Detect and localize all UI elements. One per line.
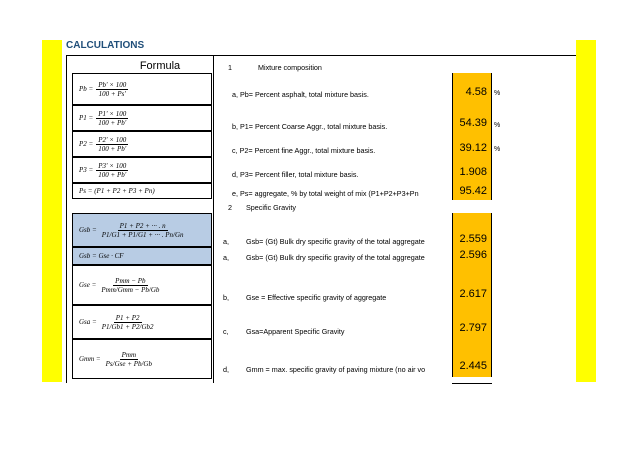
sg-row-5-label: Gmm = max. specific gravity of paving mixture (no air vo: [246, 365, 426, 374]
formula-gsb: Gsb = $\frac{P1 + P2 + \cdot\cdot\cdot . n}{P1/G1 + P1/G1 + \cdot\cdot\cdot . Pn/Gn}$: [72, 213, 212, 247]
row-p3-label: d, P3= Percent filler, total mixture basis.: [232, 170, 359, 179]
formula-header: Formula: [139, 60, 181, 72]
sg-row-1-value: 2.559: [452, 233, 492, 247]
top-border: [66, 55, 576, 56]
sg-row-1-label: Gsb= (Gt) Bulk dry specific gravity of the total aggregate: [246, 237, 425, 246]
page-title: CALCULATIONS: [66, 40, 145, 51]
formula-pb: Pb = $\frac{Pb' \times 100}{100 + Ps'}$: [72, 73, 212, 105]
sg-row-5-value: 2.445: [452, 360, 492, 374]
row-p2-unit: %: [494, 146, 501, 153]
row-p1-unit: %: [494, 122, 501, 129]
formula-gsa: Gsa = $\frac{P1 + P2}{P1/Gb1 + P2/Gb2}$: [72, 305, 212, 339]
formula-p1: P1 = $\frac{P1' \times 100}{100 + Pb'}$: [72, 105, 212, 131]
row-p2-label: c, P2= Percent fine Aggr., total mixture basis.: [232, 146, 376, 155]
sg-row-1-letter: a,: [223, 237, 229, 246]
sg-row-3-label: Gse = Effective specific gravity of aggregate: [246, 293, 387, 302]
formula-ps: Ps = (P1 + P2 + P3 + Pn): [72, 183, 212, 199]
formula-p2: P2 = $\frac{P2' \times 100}{100 + Pb'}$: [72, 131, 212, 157]
row-p2-value: 39.12: [452, 142, 492, 156]
row-ps-value: 95.42: [452, 185, 492, 199]
sg-row-2-label: Gsb= (Gt) Bulk dry specific gravity of the total aggregate: [246, 253, 425, 262]
value-column-base: [452, 383, 492, 384]
section1-number: 1: [228, 63, 232, 72]
sg-row-4-label: Gsa=Apparent Specific Gravity: [246, 327, 345, 336]
sg-row-3-letter: b,: [223, 293, 229, 302]
formula-p3: P3 = $\frac{P3' \times 100}{100 + Pb'}$: [72, 157, 212, 183]
section2-number: 2: [228, 203, 232, 212]
sg-row-2-value: 2.596: [452, 249, 492, 263]
sg-row-4-letter: c,: [223, 327, 229, 336]
row-ps-label: e, Ps= aggregate, % by total weight of mix (P1+P2+P3+Pn: [232, 189, 419, 198]
row-p3-value: 1.908: [452, 166, 492, 180]
formula-gse: Gse = $\frac{\text{Pmm − Pb}}{\text{Pmm/Gmm − Pb/Gb}}$: [72, 265, 212, 305]
right-yellow-bar: [576, 40, 596, 382]
row-pb-unit: %: [494, 90, 501, 97]
section1-label: Mixture composition: [258, 63, 322, 72]
sg-row-5-letter: d,: [223, 365, 229, 374]
left-border: [66, 55, 67, 383]
sg-row-2-letter: a,: [223, 253, 229, 262]
mid-border: [213, 55, 214, 383]
section2-label: Specific Gravity: [246, 203, 296, 212]
formula-gsb-cf: Gsb = Gse · CF: [72, 247, 212, 265]
sg-row-3-value: 2.617: [452, 288, 492, 302]
left-yellow-bar: [42, 40, 62, 382]
formula-gmm: Gmm = $\frac{\text{Pmm}}{\text{Ps/Gse + Pb/Gb}}$: [72, 339, 212, 379]
row-pb-label: a, Pb= Percent asphalt, total mixture basis.: [232, 90, 369, 99]
row-pb-value: 4.58: [452, 86, 492, 100]
row-p1-label: b, P1= Percent Coarse Aggr., total mixture basis.: [232, 122, 388, 131]
row-p1-value: 54.39: [452, 117, 492, 131]
sg-row-4-value: 2.797: [452, 322, 492, 336]
